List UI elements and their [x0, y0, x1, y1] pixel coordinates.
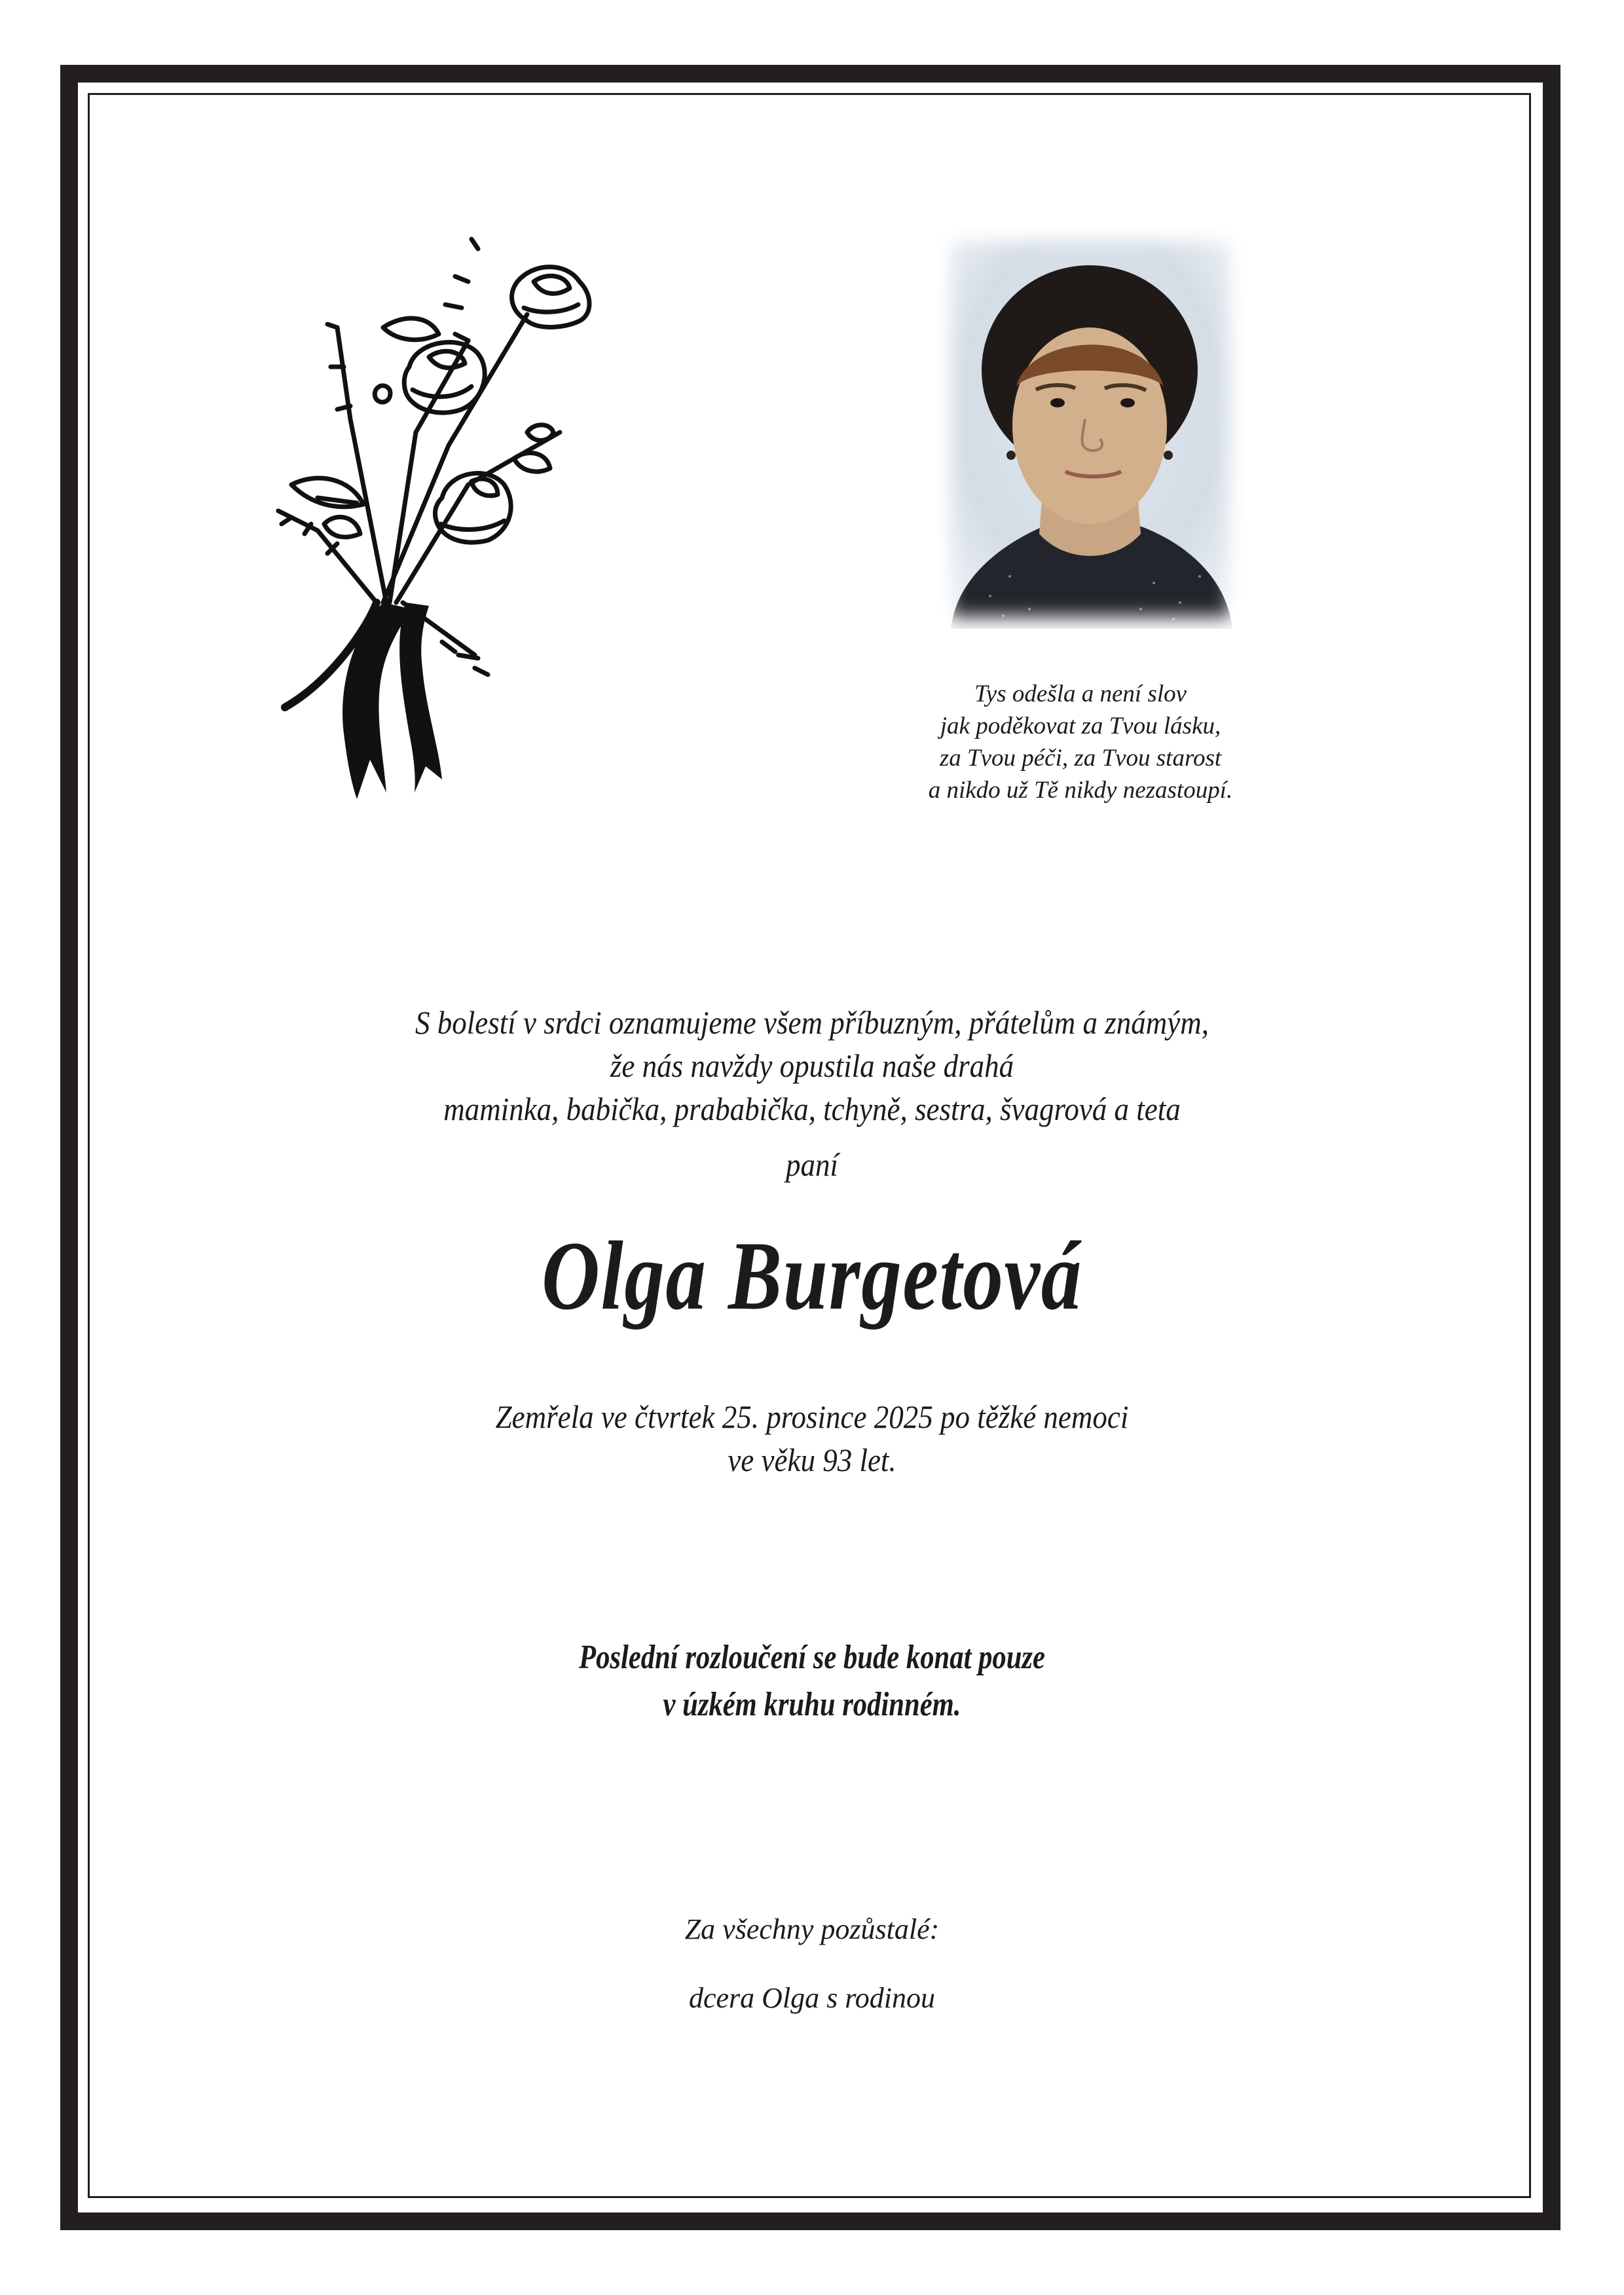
portrait-figure	[938, 229, 1242, 629]
rose-bouquet-icon	[252, 236, 619, 806]
farewell-line: v úzkém kruhu rodinném.	[663, 1686, 961, 1723]
death-line: Zemřela ve čtvrtek 25. prosince 2025 po těžké nemoci	[495, 1398, 1129, 1435]
intro-line: S bolestí v srdci oznamujeme všem příbuzným, přátelům a známým,	[415, 1004, 1209, 1041]
farewell-line: Poslední rozloučení se bude konat pouze	[579, 1639, 1045, 1676]
announcement-intro	[81, 1001, 1543, 1130]
funeral-notice	[146, 1634, 1478, 1728]
poem-line: za Tvou péči, za Tvou starost	[939, 745, 1222, 772]
honorific: paní	[785, 1146, 839, 1183]
intro-line: maminka, babička, prababička, tchyně, sestra, švagrová a teta	[443, 1091, 1181, 1127]
death-line: ve věku 93 let.	[728, 1442, 896, 1478]
poem-line: Tys odešla a není slov	[974, 681, 1187, 707]
death-details	[81, 1395, 1543, 1482]
signature-heading: Za všechny pozůstalé:	[684, 1913, 940, 1945]
poem-line: jak poděkovat za Tvou lásku,	[940, 713, 1221, 739]
intro-line: že nás navždy opustila naše drahá	[610, 1047, 1014, 1084]
portrait-photo	[938, 229, 1242, 629]
signature: dcera Olga s rodinou	[688, 1982, 936, 2014]
poem-line: a nikdo už Tě nikdy nezastoupí.	[928, 777, 1233, 804]
photo-caption-poem	[851, 678, 1310, 806]
deceased-name: Olga Burgetová	[542, 1222, 1082, 1330]
